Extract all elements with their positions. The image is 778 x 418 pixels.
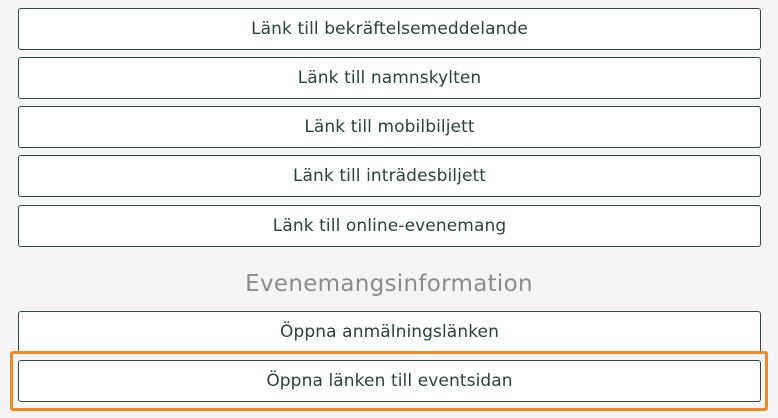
admission-ticket-link-button[interactable]: Länk till inträdesbiljett bbox=[18, 155, 761, 197]
online-event-link-button[interactable]: Länk till online-evenemang bbox=[18, 205, 761, 247]
badge-link-button[interactable]: Länk till namnskylten bbox=[18, 57, 761, 99]
mobile-ticket-link-button[interactable]: Länk till mobilbiljett bbox=[18, 106, 761, 148]
event-info-heading: Evenemangsinformation bbox=[245, 271, 533, 297]
confirmation-link-button[interactable]: Länk till bekräftelsemeddelande bbox=[18, 8, 761, 50]
open-registration-link-button[interactable]: Öppna anmälningslänken bbox=[18, 311, 761, 353]
open-event-page-link-button[interactable]: Öppna länken till eventsidan bbox=[18, 360, 761, 402]
